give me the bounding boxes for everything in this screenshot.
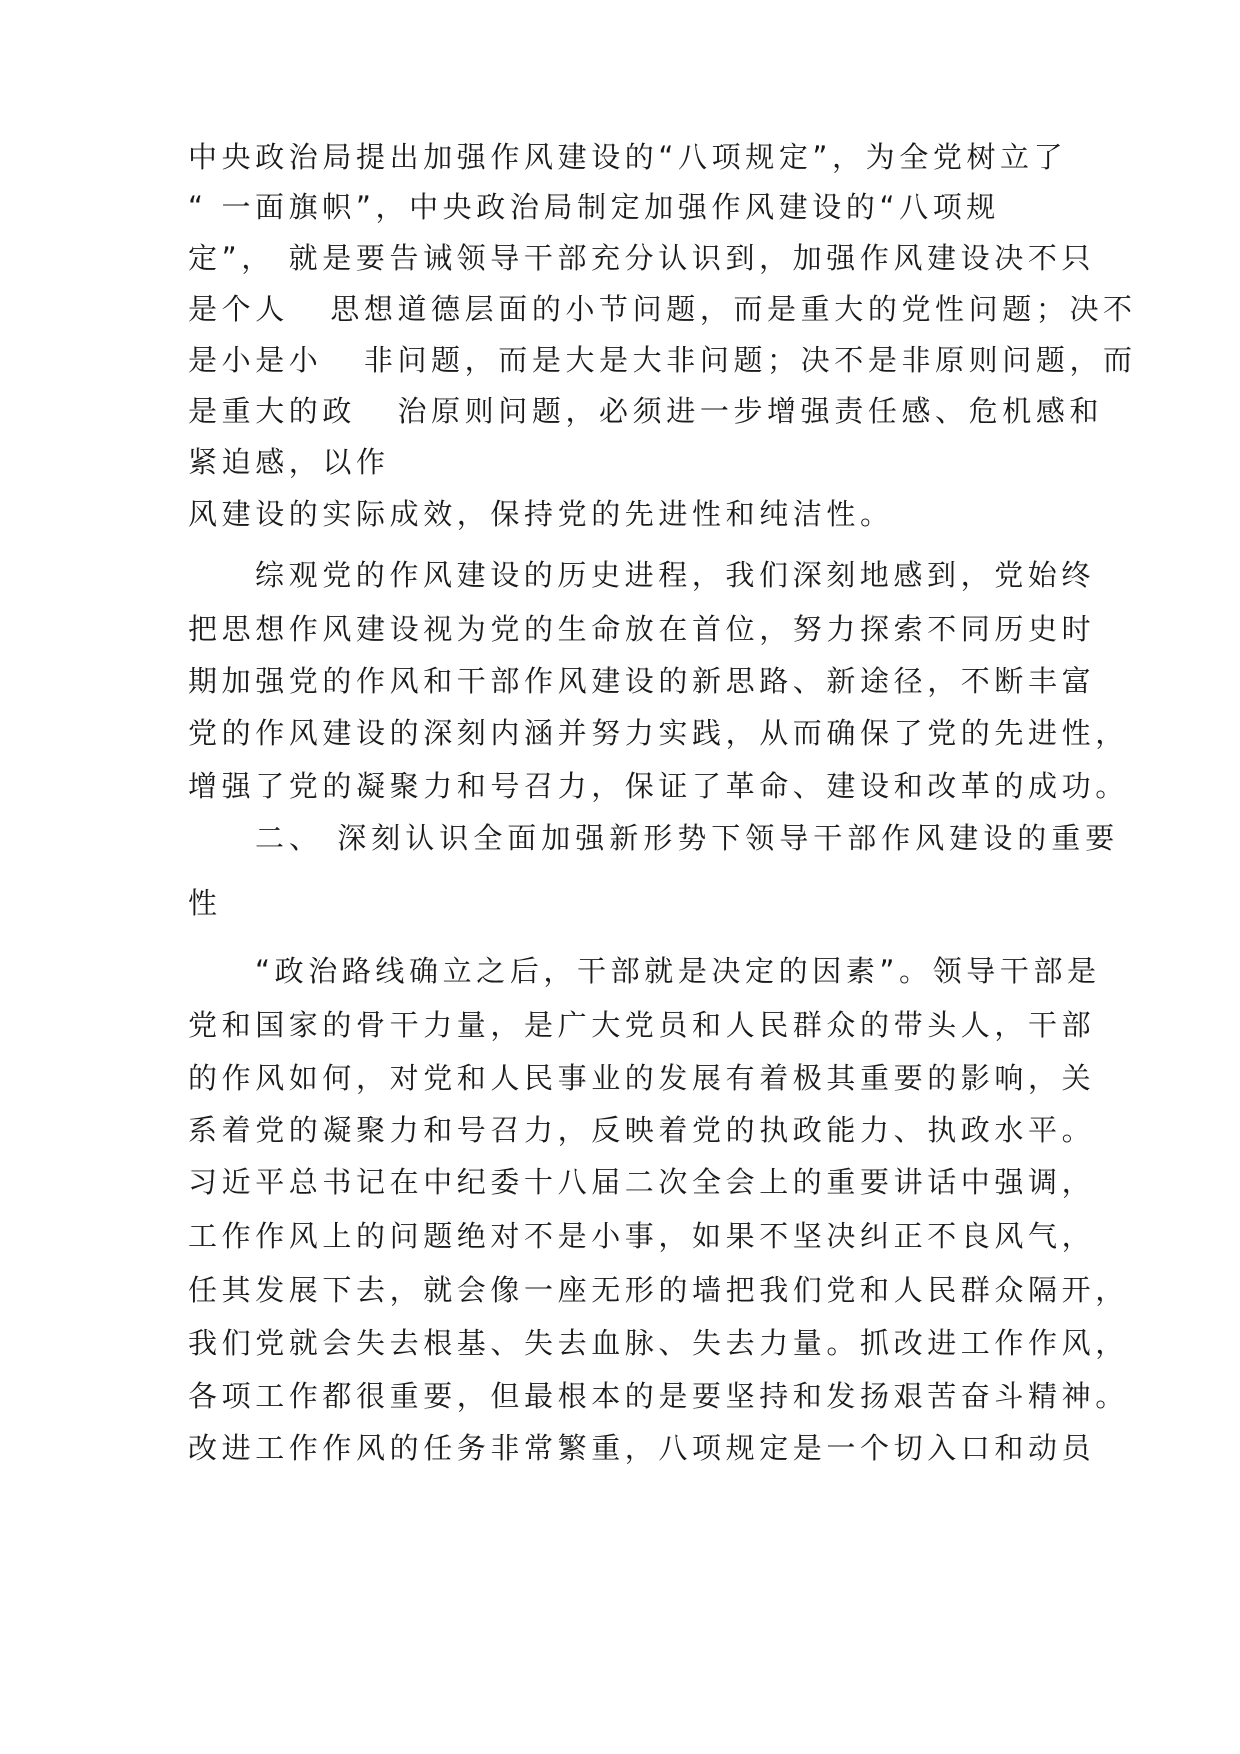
text-line: 中央政治局提出加强作风建设的“八项规定”，为全党树立了 xyxy=(188,140,1068,174)
text-line: 是重大的政 治原则问题，必须进一步增强责任感、危机感和 xyxy=(188,394,1104,428)
section-heading-continuation: 性 xyxy=(188,886,223,920)
text-line: 各项工作都很重要，但最根本的是要坚持和发扬艰苦奋斗精神。 xyxy=(188,1379,1129,1413)
text-line: 工作作风上的问题绝对不是小事，如果不坚决纠正不良风气， xyxy=(188,1219,1096,1253)
text-line: 是个人 思想道德层面的小节问题，而是重大的党性问题；决不 xyxy=(188,292,1137,326)
text-line: 紧迫感，以作 xyxy=(188,445,390,479)
text-line: 习近平总书记在中纪委十八届二次全会上的重要讲话中强调， xyxy=(188,1165,1096,1199)
text-line: 增强了党的凝聚力和号召力，保证了革命、建设和改革的成功。 xyxy=(188,769,1129,803)
text-line: 是小是小 非问题，而是大是大非问题；决不是非原则问题，而 xyxy=(188,343,1137,377)
text-line: 系着党的凝聚力和号召力，反映着党的执政能力、执政水平。 xyxy=(188,1113,1096,1147)
paragraph-first-line: “政治路线确立之后，干部就是决定的因素”。领导干部是 xyxy=(255,954,1101,988)
section-heading: 二、 深刻认识全面加强新形势下领导干部作风建设的重要 xyxy=(255,821,1120,855)
text-line: 定”， 就是要告诫领导干部充分认识到，加强作风建设决不只 xyxy=(188,241,1096,275)
text-line: 风建设的实际成效，保持党的先进性和纯洁性。 xyxy=(188,497,894,531)
text-line: “ 一面旗帜”，中央政治局制定加强作风建设的“八项规 xyxy=(188,190,1000,224)
text-line: 期加强党的作风和干部作风建设的新思路、新途径，不断丰富 xyxy=(188,664,1096,698)
text-line: 党的作风建设的深刻内涵并努力实践，从而确保了党的先进性， xyxy=(188,716,1129,750)
text-line: 把思想作风建设视为党的生命放在首位，努力探索不同历史时 xyxy=(188,612,1096,646)
text-line: 的作风如何，对党和人民事业的发展有着极其重要的影响，关 xyxy=(188,1061,1096,1095)
text-line: 改进工作作风的任务非常繁重，八项规定是一个切入口和动员 xyxy=(188,1431,1096,1465)
text-line: 任其发展下去，就会像一座无形的墙把我们党和人民群众隔开， xyxy=(188,1273,1129,1307)
text-line: 我们党就会失去根基、失去血脉、失去力量。抓改进工作作风， xyxy=(188,1326,1129,1360)
paragraph-first-line: 综观党的作风建设的历史进程，我们深刻地感到，党始终 xyxy=(255,558,1096,592)
text-line: 党和国家的骨干力量，是广大党员和人民群众的带头人，干部 xyxy=(188,1008,1096,1042)
